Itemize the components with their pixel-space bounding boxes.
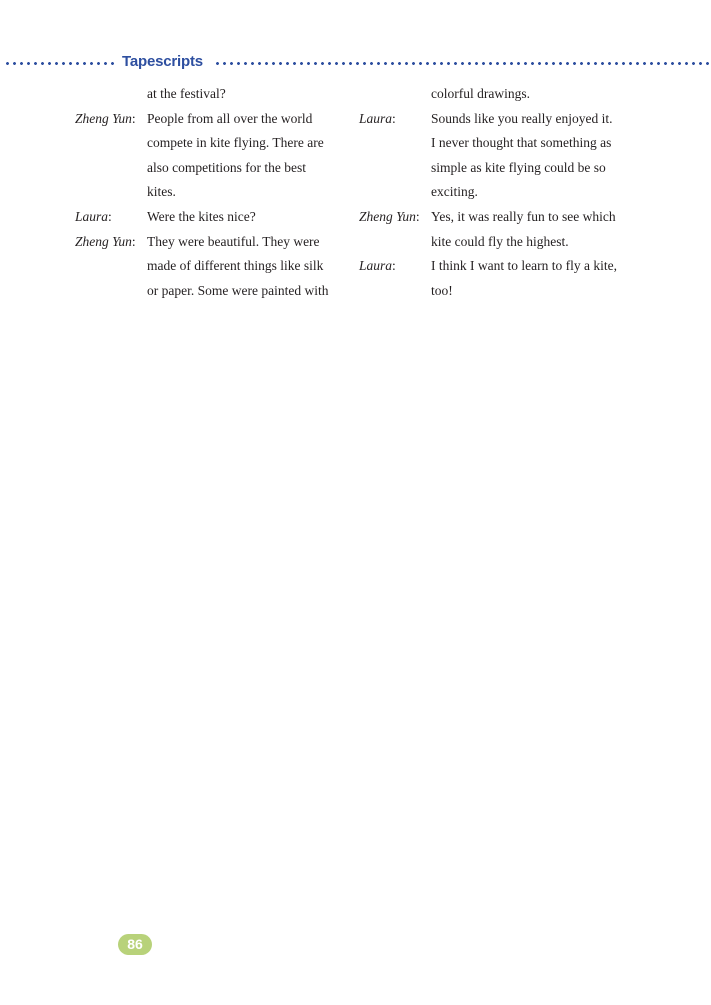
transcript-line xyxy=(75,205,345,230)
dialogue-text: colorful drawings. xyxy=(431,86,530,101)
dialogue-text: They were beautiful. They were xyxy=(147,233,320,249)
transcript-column-right xyxy=(359,82,639,303)
speaker-name: Zheng Yun: xyxy=(359,208,420,224)
section-title: Tapescripts xyxy=(122,53,203,70)
transcript-column-left xyxy=(75,82,345,303)
dialogue-text: too! xyxy=(431,282,453,298)
transcript-line xyxy=(359,131,639,156)
speaker-name: Zheng Yun: xyxy=(75,110,136,126)
transcript-line xyxy=(359,279,639,304)
transcript-line xyxy=(359,205,639,230)
transcript-line xyxy=(359,82,639,107)
dialogue-text: exciting. xyxy=(431,184,478,200)
transcript-line xyxy=(75,180,345,205)
speaker-name: Zheng Yun: xyxy=(75,233,136,249)
speaker-name: Laura: xyxy=(359,258,396,274)
page-number-badge xyxy=(118,934,152,955)
transcript-line xyxy=(359,107,639,132)
speaker-name-text: Zheng Yun xyxy=(75,233,132,249)
transcript-line xyxy=(75,254,345,279)
transcript-line xyxy=(359,156,639,181)
speaker-name-text: Laura xyxy=(75,208,109,224)
dialogue-text: People from all over the world xyxy=(147,110,313,126)
transcript-line xyxy=(75,131,345,156)
transcript-line xyxy=(75,82,345,107)
transcript-line xyxy=(359,254,639,279)
dialogue-text: or paper. Some were painted with xyxy=(147,282,329,298)
dialogue-text: at the festival? xyxy=(147,86,226,101)
dialogue-text: I think I want to learn to fly a kite, xyxy=(431,258,617,274)
dialogue-text: Yes, it was really fun to see which xyxy=(431,208,616,224)
transcript-line xyxy=(75,279,345,304)
dialogue-text: simple as kite flying could be so xyxy=(431,159,606,175)
transcript-line xyxy=(75,107,345,132)
dotted-rule-right xyxy=(214,62,710,65)
dialogue-text: I never thought that something as xyxy=(431,135,612,151)
dialogue-text: also competitions for the best xyxy=(147,159,306,175)
speaker-name: Laura: xyxy=(359,110,396,126)
dialogue-text: kite could fly the highest. xyxy=(431,233,569,249)
dialogue-text: Sounds like you really enjoyed it. xyxy=(431,110,613,126)
dialogue-text: kites. xyxy=(147,184,176,200)
speaker-name-text: Zheng Yun xyxy=(75,110,132,126)
dialogue-text: made of different things like silk xyxy=(147,258,324,274)
page-number: 86 xyxy=(127,936,143,952)
section-header xyxy=(0,52,711,74)
transcript-line xyxy=(75,230,345,255)
transcript-line xyxy=(75,156,345,181)
dotted-rule-left xyxy=(4,62,118,65)
speaker-name-text: Laura xyxy=(359,110,393,126)
speaker-name-text: Laura xyxy=(359,258,393,274)
speaker-name: Laura: xyxy=(75,208,112,224)
transcript-line xyxy=(359,230,639,255)
dialogue-text: compete in kite flying. There are xyxy=(147,135,324,151)
dialogue-text: Were the kites nice? xyxy=(147,208,256,224)
transcript-line xyxy=(359,180,639,205)
speaker-name-text: Zheng Yun xyxy=(359,208,416,224)
